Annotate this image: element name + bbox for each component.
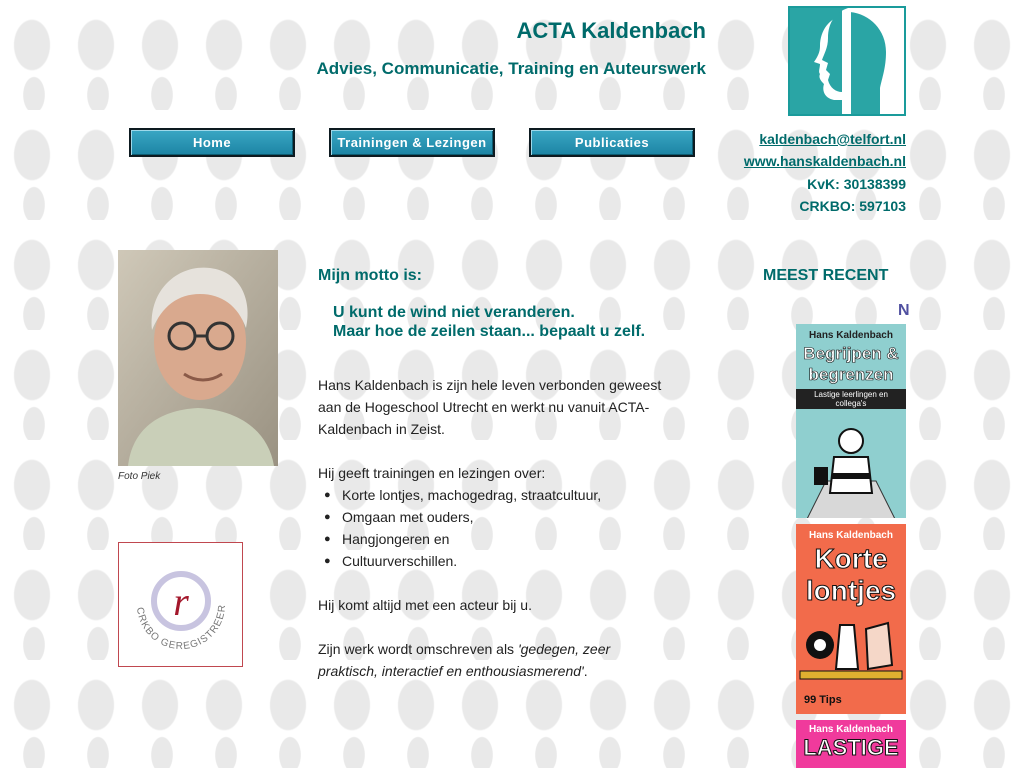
- book-author: Hans Kaldenbach: [809, 530, 893, 541]
- book-title-line-1: Begrijpen &: [803, 344, 899, 363]
- list-item: ● Cultuurverschillen.: [324, 550, 601, 572]
- book-cover-lastige[interactable]: [796, 720, 906, 768]
- contact-website: [744, 153, 906, 169]
- book-title-line-2: begrenzen: [808, 365, 894, 384]
- recent-heading: MEEST RECENT: [763, 267, 889, 284]
- book-title-line-1: LASTIGE: [803, 735, 899, 760]
- portrait-photo: [118, 250, 278, 466]
- intro-line-1: Hans Kaldenbach is zijn hele leven verbonden geweest: [318, 377, 662, 393]
- crkbo-number: CRKBO: 597103: [799, 198, 906, 214]
- motto-heading: Mijn motto is:: [318, 267, 422, 284]
- topics-intro: Hij geeft trainingen en lezingen over:: [318, 465, 546, 481]
- nav-trainingen-button[interactable]: Trainingen & Lezingen: [329, 128, 495, 157]
- work-suffix: .: [583, 663, 588, 679]
- book-tag: Lastige leerlingen en collega's: [796, 389, 906, 409]
- book-cover-begrijpen[interactable]: [796, 324, 906, 518]
- list-item: ● Hangjongeren en: [324, 528, 601, 550]
- badge-letter: r: [173, 579, 189, 624]
- site-title: ACTA Kaldenbach: [516, 18, 706, 43]
- email-link[interactable]: kaldenbach@telfort.nl: [759, 131, 906, 147]
- work-quote-1: 'gedegen, zeer: [517, 641, 611, 657]
- cartoon-characters-icon: [796, 605, 906, 685]
- kvk-number: KvK: 30138399: [807, 176, 906, 192]
- list-item: ● Omgaan met ouders,: [324, 506, 601, 528]
- intro-line-2: aan de Hogeschool Utrecht en werkt nu vanuit ACTA-: [318, 399, 650, 415]
- judo-figure-icon: [796, 411, 906, 518]
- book-title-line-2: lontjes: [805, 575, 897, 606]
- book-author: Hans Kaldenbach: [809, 724, 893, 735]
- motto-quote: [333, 303, 645, 341]
- nav-publicaties-button[interactable]: Publicaties: [529, 128, 695, 157]
- actor-note: Hij komt altijd met een acteur bij u.: [318, 597, 532, 613]
- intro-paragraph: [318, 374, 678, 440]
- list-item: ● Korte lontjes, machogedrag, straatcultuur,: [324, 484, 601, 506]
- crkbo-badge: [118, 542, 243, 667]
- website-link[interactable]: www.hanskaldenbach.nl: [743, 153, 906, 169]
- photo-credit: Foto Piek: [118, 471, 161, 482]
- work-quote-2: praktisch, interactief en enthousiasmerend': [318, 663, 584, 679]
- contact-email: [759, 131, 906, 147]
- badge-text: CRKBO GEREGISTREER: [133, 603, 229, 653]
- scrolling-text: N: [898, 302, 910, 319]
- work-prefix: Zijn werk wordt omschreven als: [318, 641, 518, 657]
- book-title-line-1: Korte: [814, 543, 888, 574]
- book-tips: 99 Tips: [804, 694, 842, 706]
- work-description: [318, 638, 678, 682]
- motto-line-1: U kunt de wind niet veranderen.: [333, 304, 575, 321]
- intro-line-3: Kaldenbach in Zeist.: [318, 421, 445, 437]
- site-subtitle: Advies, Communicatie, Training en Auteurswerk: [316, 59, 706, 78]
- book-cover-korte-lontjes[interactable]: [796, 524, 906, 714]
- logo-heads-icon: [788, 6, 906, 116]
- nav-home-button[interactable]: Home: [129, 128, 295, 157]
- motto-line-2: Maar hoe de zeilen staan... bepaalt u zelf.: [333, 323, 646, 340]
- book-author: Hans Kaldenbach: [809, 330, 893, 341]
- topics-list: [324, 484, 601, 572]
